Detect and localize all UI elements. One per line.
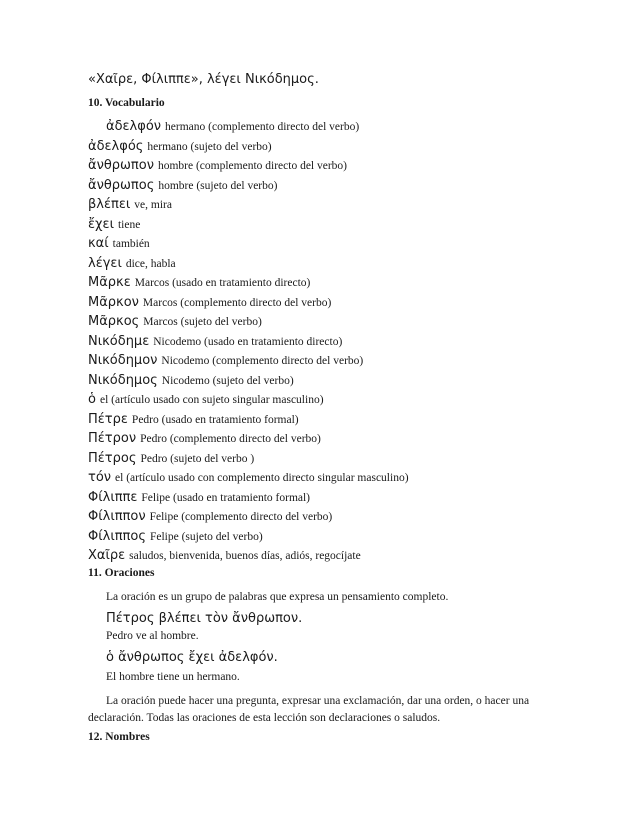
vocab-spanish-meaning: ve, mira [134,199,172,211]
vocab-entry [88,293,331,311]
vocab-greek-term: Φίλιππον [88,509,146,524]
vocab-spanish-meaning: Pedro (usado en tratamiento formal) [131,413,299,426]
vocab-greek-term: ἄνθρωπον [88,158,154,173]
vocab-entry [88,176,277,194]
vocab-greek-term: ἀδελφόν [106,119,162,134]
vocab-spanish-meaning: el (artículo usado con sujeto singular masculino) [99,394,324,406]
vocab-entry [88,351,363,369]
vocab-greek-term: ἄνθρωπος [88,177,155,193]
vocab-spanish-meaning: el (artículo usado con complemento directo singular masculino) [115,472,409,484]
section-12-heading: 12. Nombres [88,731,150,743]
vocab-spanish-meaning: Felipe (sujeto del verbo) [149,530,263,543]
vocab-entry [88,234,150,252]
vocab-greek-term: ὁ [88,392,96,407]
vocab-greek-term: Μᾶρκε [88,275,131,290]
vocab-spanish-meaning: hombre (sujeto del verbo) [158,179,278,192]
vocab-greek-term: Μᾶρκος [88,314,140,329]
vocab-spanish-meaning: tiene [117,218,141,231]
vocab-entry [88,312,262,330]
vocab-entry [88,449,254,467]
vocab-entry [88,137,272,155]
vocab-entry [88,273,310,291]
vocab-entry [88,507,332,525]
vocab-greek-term: Νικόδημος [88,372,158,388]
vocab-spanish-meaning: Marcos (sujeto del verbo) [143,316,262,328]
vocab-greek-term: Φίλιππος [88,528,146,544]
vocab-entry [88,468,409,486]
vocab-spanish-meaning: dice, habla [125,257,176,270]
example-1-greek: Πέτρος βλέπει τὸν ἄνθρωπον. [106,611,303,626]
vocab-entry [88,215,140,233]
vocab-greek-term: Χαῖρε [88,548,126,563]
vocab-spanish-meaning: hermano (complemento directo del verbo) [165,121,360,133]
sentence-paragraph: La oración puede hacer una pregunta, expresar una exclamación, dar una orden, o hacer una declaración. Todas las oraciones de esta lección son declaraciones o saludos. [88,695,530,724]
vocab-entry [88,254,176,272]
vocab-entry [88,488,310,506]
vocab-entry [88,546,361,564]
vocab-spanish-meaning: Marcos (complemento directo del verbo) [142,296,332,309]
example-1-spanish: Pedro ve al hombre. [106,630,199,642]
section-11-heading: 11. Oraciones [88,567,155,579]
vocab-spanish-meaning: Pedro (sujeto del verbo ) [140,452,255,465]
vocab-greek-term: ἀδελφός [88,138,144,154]
vocab-spanish-meaning: Nicodemo (complemento directo del verbo) [161,355,364,367]
vocab-greek-term: καί [88,236,109,251]
vocab-greek-term: τόν [88,470,112,485]
vocab-greek-term: Πέτρε [88,411,128,427]
vocab-entry [88,527,263,545]
vocab-entry [88,410,299,428]
vocab-spanish-meaning: Marcos (usado en tratamiento directo) [134,277,311,289]
vocab-entry [88,429,321,447]
vocab-spanish-meaning: Felipe (complemento directo del verbo) [149,511,333,523]
intro-line: «Χαῖρε, Φίλιππε», λέγει Νικόδημος. [88,72,319,87]
vocab-spanish-meaning: saludos, bienvenida, buenos días, adiós, regocíjate [129,550,361,562]
vocab-entry [106,117,359,135]
vocab-greek-term: λέγει [88,255,122,271]
vocab-greek-term: Πέτρος [88,450,137,466]
vocab-greek-term: Μᾶρκον [88,294,139,310]
vocab-spanish-meaning: hombre (complemento directo del verbo) [157,160,348,172]
example-2-greek: ὁ ἄνθρωπος ἔχει ἀδελφόν. [106,650,278,665]
vocab-entry [88,332,342,350]
sentence-definition: La oración es un grupo de palabras que expresa un pensamiento completo. [106,591,449,603]
example-2-spanish: El hombre tiene un hermano. [106,671,240,683]
vocab-greek-term: βλέπει [88,197,131,212]
vocab-greek-term: ἔχει [88,216,114,232]
section-10-heading: 10. Vocabulario [88,97,165,109]
vocab-entry [88,390,324,408]
vocab-spanish-meaning: Nicodemo (sujeto del verbo) [161,374,294,387]
vocab-entry [88,371,294,389]
vocab-entry [88,195,172,213]
vocab-spanish-meaning: Nicodemo (usado en tratamiento directo) [153,335,343,348]
vocab-spanish-meaning: hermano (sujeto del verbo) [147,140,272,153]
vocab-greek-term: Νικόδημον [88,353,158,368]
vocab-greek-term: Νικόδημε [88,333,150,349]
vocab-greek-term: Φίλιππε [88,489,138,505]
vocab-greek-term: Πέτρον [88,431,137,446]
vocab-entry [88,156,347,174]
vocab-spanish-meaning: Pedro (complemento directo del verbo) [140,433,321,445]
vocab-spanish-meaning: Felipe (usado en tratamiento formal) [141,491,311,504]
vocab-spanish-meaning: también [112,238,150,250]
